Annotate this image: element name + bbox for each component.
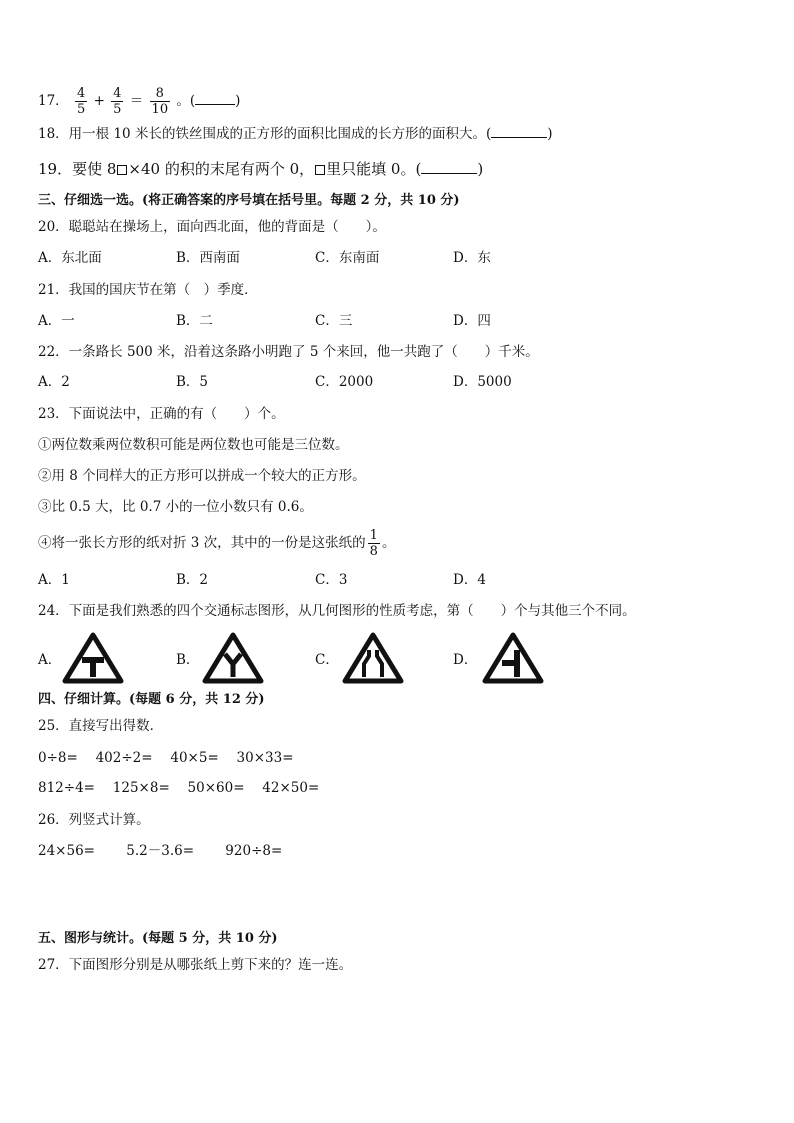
option-d[interactable]: D． [453,652,478,668]
fraction: $\frac{1}{8}$ [369,528,378,559]
question-19: 19．要使 8 ×40 的积的末尾有两个 0， 里只能填 0。( ) [38,160,484,178]
answer-blank[interactable] [195,90,235,105]
section-5-heading: 五、图形与统计。(每题 5 分，共 10 分) [38,931,278,946]
option-c[interactable]: C．2000 [315,374,374,390]
option-a[interactable]: A．一 [38,313,75,329]
option-a[interactable]: A．2 [38,374,70,390]
plus-sign: + [93,93,105,109]
question-24: 24．下面是我们熟悉的四个交通标志图形，从几何图形的性质考虑，第（ ）个与其他三个不同。 [38,603,636,619]
question-17: 17． $\frac{4}{5}$ + $\frac{4}{5}$ ＝ $\frac{8}{10}$ 。( ) [38,86,241,117]
option-a[interactable]: A．1 [38,572,70,588]
option-d[interactable]: D．5000 [453,374,512,390]
fraction: $\frac{4}{5}$ [113,86,122,117]
option-b[interactable]: B．西南面 [176,250,240,266]
question-26: 26．列竖式计算。 [38,812,150,828]
equals-sign: ＝ [129,93,144,109]
calc-row-1: 0÷8= 402÷2= 40×5= 30×33= [38,750,294,766]
question-21: 21．我国的国庆节在第（ ）季度． [38,282,258,298]
option-b[interactable]: B．2 [176,572,209,588]
option-c[interactable]: C． [315,652,339,668]
question-23: 23．下面说法中，正确的有（ ）个。 [38,406,285,422]
question-25: 25．直接写出得数． [38,718,164,734]
fraction: $\frac{8}{10}$ [151,86,169,117]
option-d[interactable]: D．4 [453,572,486,588]
option-a[interactable]: A． [38,652,62,668]
option-d[interactable]: D．四 [453,313,491,329]
y-junction-sign-icon[interactable] [202,632,264,684]
fraction: $\frac{4}{5}$ [76,86,86,117]
box-placeholder [315,165,325,175]
box-placeholder [117,165,127,175]
statement-3: ③比 0.5 大，比 0.7 小的一位小数只有 0.6。 [38,499,313,515]
section-3-heading: 三、仔细选一选。(将正确答案的序号填在括号里。每题 2 分，共 10 分) [38,193,460,208]
answer-blank[interactable] [491,123,547,138]
option-b[interactable]: B．5 [176,374,209,390]
side-road-sign-icon[interactable] [482,632,544,684]
option-b[interactable]: B． [176,652,200,668]
statement-4: ④将一张长方形的纸对折 3 次，其中的一份是这张纸的 $\frac{1}{8}$ 。 [38,528,396,559]
question-20: 20．聪聪站在操场上，面向西北面，他的背面是（ ）。 [38,219,386,235]
vertical-calc-row: 24×56= 5.2－3.6= 920÷8= [38,843,283,859]
calc-row-2: 812÷4= 125×8= 50×60= 42×50= [38,780,320,796]
option-c[interactable]: C．三 [315,313,353,329]
option-c[interactable]: C．3 [315,572,348,588]
option-c[interactable]: C．东南面 [315,250,380,266]
option-b[interactable]: B．二 [176,313,213,329]
question-number: 17． [38,93,69,109]
road-narrows-sign-icon[interactable] [342,632,404,684]
answer-blank[interactable] [421,159,477,174]
section-4-heading: 四、仔细计算。(每题 6 分，共 12 分) [38,692,265,707]
question-22: 22．一条路长 500 米，沿着这条路小明跑了 5 个来回，他一共跑了（ ）千米。 [38,344,539,360]
statement-2: ②用 8 个同样大的正方形可以拼成一个较大的正方形。 [38,468,366,484]
question-18: 18．用一根 10 米长的铁丝围成的正方形的面积比围成的长方形的面积大。( ) [38,123,553,144]
question-27: 27．下面图形分别是从哪张纸上剪下来的？连一连。 [38,957,353,973]
option-a[interactable]: A．东北面 [38,250,102,266]
t-junction-sign-icon[interactable] [62,632,124,684]
option-d[interactable]: D．东 [453,250,491,266]
statement-1: ①两位数乘两位数积可能是两位数也可能是三位数。 [38,437,349,453]
